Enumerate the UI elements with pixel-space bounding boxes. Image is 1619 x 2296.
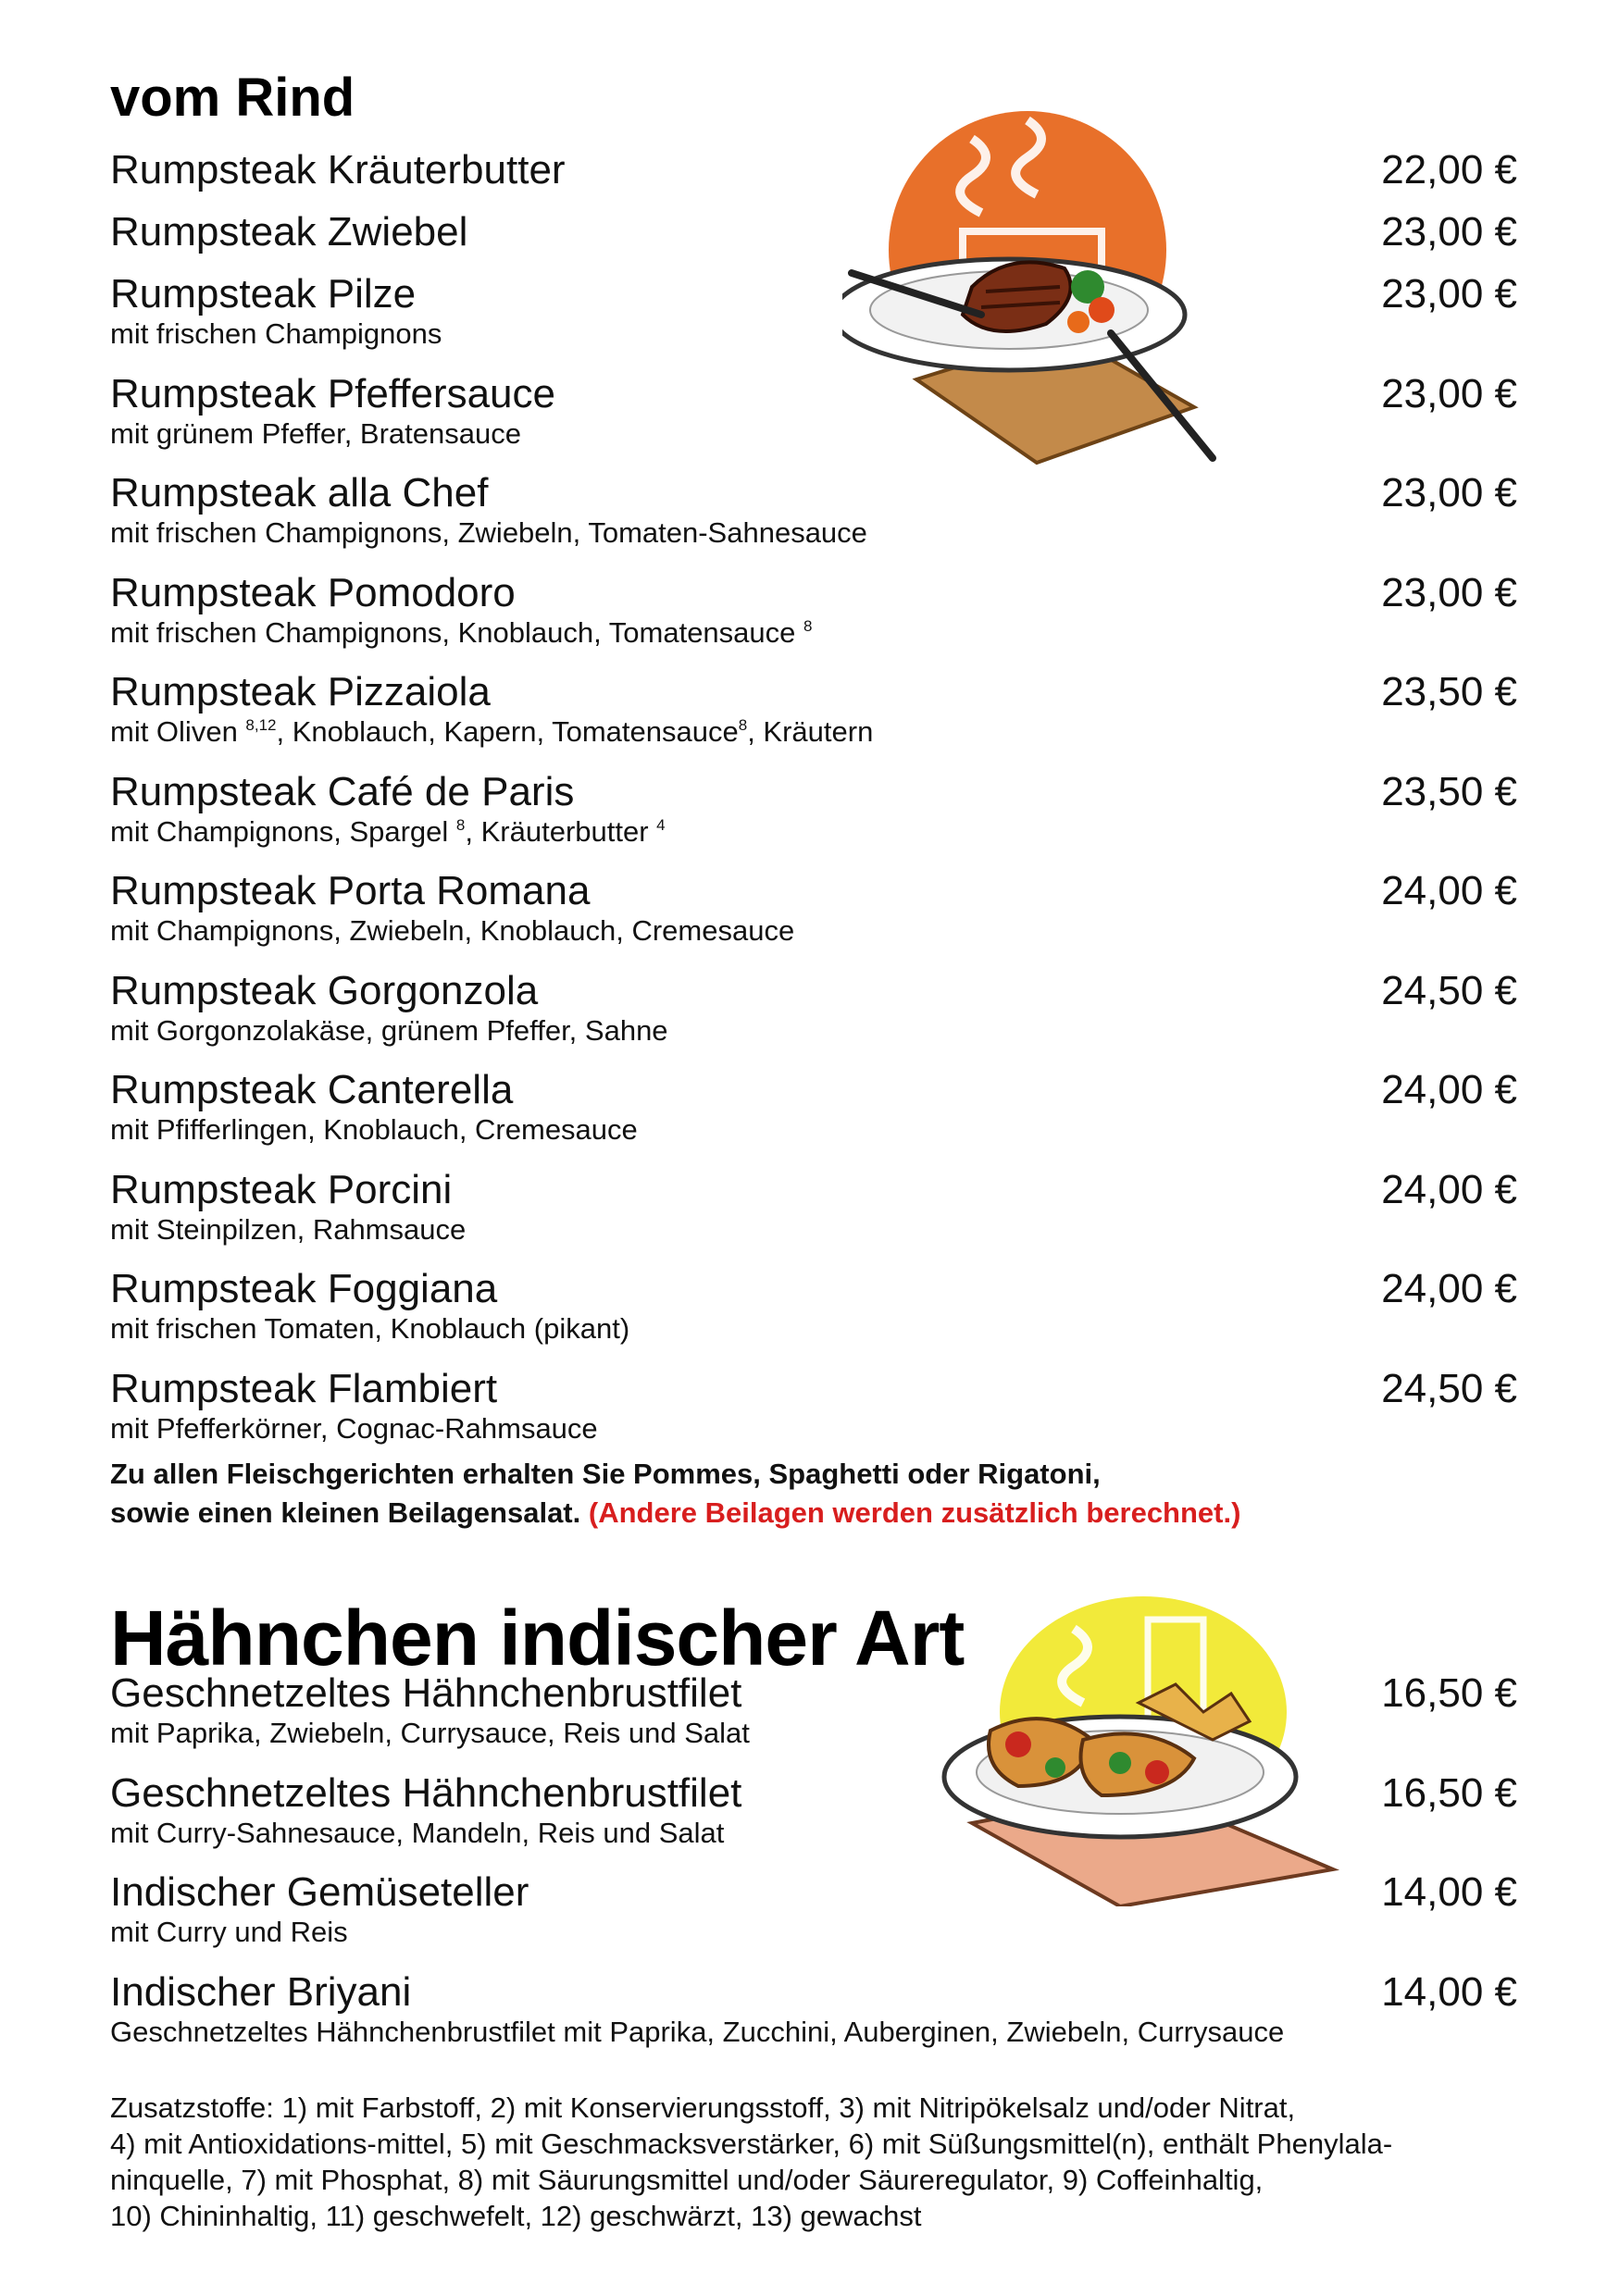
menu-item-price: 24,00 € xyxy=(1381,868,1517,913)
menu-item-name: Geschnetzeltes Hähnchenbrustfilet xyxy=(110,1769,742,1816)
additives-line: 4) mit Antioxidations-mittel, 5) mit Geschmacksverstärker, 6) mit Süßungsmittel(n), enthält Phenylala- xyxy=(110,2128,1393,2160)
additives-line: Zusatzstoffe: 1) mit Farbstoff, 2) mit Konservierungsstoff, 3) mit Nitripökelsalz und/oder Nitrat, xyxy=(110,2091,1296,2124)
allergen-superscript: 4 xyxy=(656,815,666,834)
description-text: mit frischen Champignons, Zwiebeln, Tomaten-Sahnesauce xyxy=(110,516,867,549)
description-text: mit Paprika, Zwiebeln, Currysauce, Reis und Salat xyxy=(110,1717,750,1749)
menu-item-price: 23,00 € xyxy=(1381,209,1517,254)
menu-item-price: 16,50 € xyxy=(1381,1769,1517,1816)
description-text: mit frischen Tomaten, Knoblauch (pikant) xyxy=(110,1312,630,1345)
menu-item-name: Rumpsteak Porcini xyxy=(110,1166,453,1212)
menu-item-description xyxy=(110,814,666,850)
menu-item-name: Rumpsteak Café de Paris xyxy=(110,768,575,814)
menu-item-description xyxy=(110,1915,348,1950)
menu-item-description xyxy=(110,1816,724,1851)
menu-item-name: Rumpsteak Kräuterbutter xyxy=(110,147,566,192)
menu-item-description xyxy=(110,1212,466,1247)
menu-item-name: Geschnetzeltes Hähnchenbrustfilet xyxy=(110,1670,742,1716)
menu-item-price: 23,50 € xyxy=(1381,768,1517,814)
additives-line: 10) Chininhaltig, 11) geschwefelt, 12) geschwärzt, 13) gewachst xyxy=(110,2200,922,2232)
side-dish-note-extra-charge: (Andere Beilagen werden zusätzlich berechnet.) xyxy=(588,1496,1241,1529)
description-text: mit Gorgonzolakäse, grünem Pfeffer, Sahne xyxy=(110,1013,668,1047)
menu-item-description xyxy=(110,1112,638,1148)
menu-item-price: 24,50 € xyxy=(1381,967,1517,1013)
menu-item-description xyxy=(110,615,812,651)
menu-item-price: 14,00 € xyxy=(1381,1968,1517,2015)
menu-item-description xyxy=(110,1013,668,1049)
additives-line: ninquelle, 7) mit Phosphat, 8) mit Säurungsmittel und/oder Säureregulator, 9) Coffeinhaltig, xyxy=(110,2164,1264,2196)
menu-item-description xyxy=(110,416,521,452)
description-text: mit Steinpilzen, Rahmsauce xyxy=(110,1212,467,1246)
menu-item-price: 14,00 € xyxy=(1381,1869,1517,1915)
menu-item-price: 24,00 € xyxy=(1381,1166,1517,1212)
description-text: mit grünem Pfeffer, Bratensauce xyxy=(110,416,521,450)
menu-item-description xyxy=(110,913,794,949)
section-title-vom-rind: vom Rind xyxy=(110,68,355,128)
description-text: mit frischen Champignons, Knoblauch, Tomatensauce xyxy=(110,615,804,649)
menu-item-price: 24,50 € xyxy=(1381,1365,1517,1411)
description-text: mit frischen Champignons xyxy=(110,317,442,350)
description-text: mit Champignons, Zwiebeln, Knoblauch, Cremesauce xyxy=(110,914,795,947)
description-text: mit Pfifferlingen, Knoblauch, Cremesauce xyxy=(110,1113,638,1146)
description-text: mit Curry-Sahnesauce, Mandeln, Reis und Salat xyxy=(110,1816,725,1849)
description-text: , Knoblauch, Kapern, Tomatensauce xyxy=(276,715,739,748)
menu-item-price: 22,00 € xyxy=(1381,147,1517,192)
menu-item-description xyxy=(110,1411,598,1446)
menu-item-name: Rumpsteak Pomodoro xyxy=(110,569,516,615)
description-text: mit Pfefferkörner, Cognac-Rahmsauce xyxy=(110,1411,598,1445)
menu-item-name: Rumpsteak Gorgonzola xyxy=(110,967,539,1013)
menu-item-price: 23,00 € xyxy=(1381,470,1517,515)
description-text: mit Champignons, Spargel xyxy=(110,814,456,848)
menu-item-name: Rumpsteak Pfeffersauce xyxy=(110,370,555,416)
description-text: , Kräutern xyxy=(747,715,874,748)
menu-item-price: 24,00 € xyxy=(1381,1067,1517,1112)
allergen-superscript: 8 xyxy=(455,815,466,834)
menu-item-description xyxy=(110,2015,1284,2050)
description-text: mit Curry und Reis xyxy=(110,1916,348,1948)
menu-item-price: 24,00 € xyxy=(1381,1266,1517,1311)
section-title-haehnchen: Hähnchen indischer Art xyxy=(110,1595,965,1682)
menu-item-name: Indischer Gemüseteller xyxy=(110,1869,529,1915)
menu-item-price: 16,50 € xyxy=(1381,1670,1517,1716)
side-dish-note-line1: Zu allen Fleischgerichten erhalten Sie Pommes, Spaghetti oder Rigatoni, xyxy=(110,1458,1101,1490)
allergen-superscript: 8,12 xyxy=(245,716,277,734)
menu-item-name: Rumpsteak Pizzaiola xyxy=(110,669,491,714)
side-dish-note-line2: sowie einen kleinen Beilagensalat. xyxy=(110,1496,581,1529)
menu-item-description xyxy=(110,714,873,750)
menu-item-name: Rumpsteak Canterella xyxy=(110,1067,514,1112)
allergen-superscript: 8 xyxy=(803,616,813,635)
menu-item-name: Rumpsteak alla Chef xyxy=(110,470,489,515)
menu-item-price: 23,00 € xyxy=(1381,569,1517,615)
menu-item-name: Rumpsteak Zwiebel xyxy=(110,209,468,254)
menu-item-name: Rumpsteak Flambiert xyxy=(110,1365,498,1411)
menu-item-price: 23,00 € xyxy=(1381,271,1517,316)
side-dish-note xyxy=(110,1455,1240,1533)
menu-item-name: Rumpsteak Porta Romana xyxy=(110,868,591,913)
menu-item-description xyxy=(110,1716,750,1751)
menu-item-description xyxy=(110,1311,629,1347)
menu-item-name: Rumpsteak Pilze xyxy=(110,271,417,316)
menu-item-price: 23,00 € xyxy=(1381,370,1517,416)
additives-footnote xyxy=(110,2090,1517,2234)
menu-item-description xyxy=(110,316,442,352)
chicken-wrap-illustration xyxy=(935,1592,1342,1906)
steak-plate-illustration xyxy=(842,102,1240,472)
description-text: mit Oliven xyxy=(110,715,246,748)
menu-item-name: Indischer Briyani xyxy=(110,1968,412,2015)
menu-item-price: 23,50 € xyxy=(1381,669,1517,714)
menu-item-name: Rumpsteak Foggiana xyxy=(110,1266,498,1311)
menu-item-description xyxy=(110,515,867,551)
allergen-superscript: 8 xyxy=(738,716,748,734)
description-text: , Kräuterbutter xyxy=(465,814,657,848)
description-text: Geschnetzeltes Hähnchenbrustfilet mit Paprika, Zucchini, Auberginen, Zwiebeln, Currysauce xyxy=(110,2015,1285,2048)
